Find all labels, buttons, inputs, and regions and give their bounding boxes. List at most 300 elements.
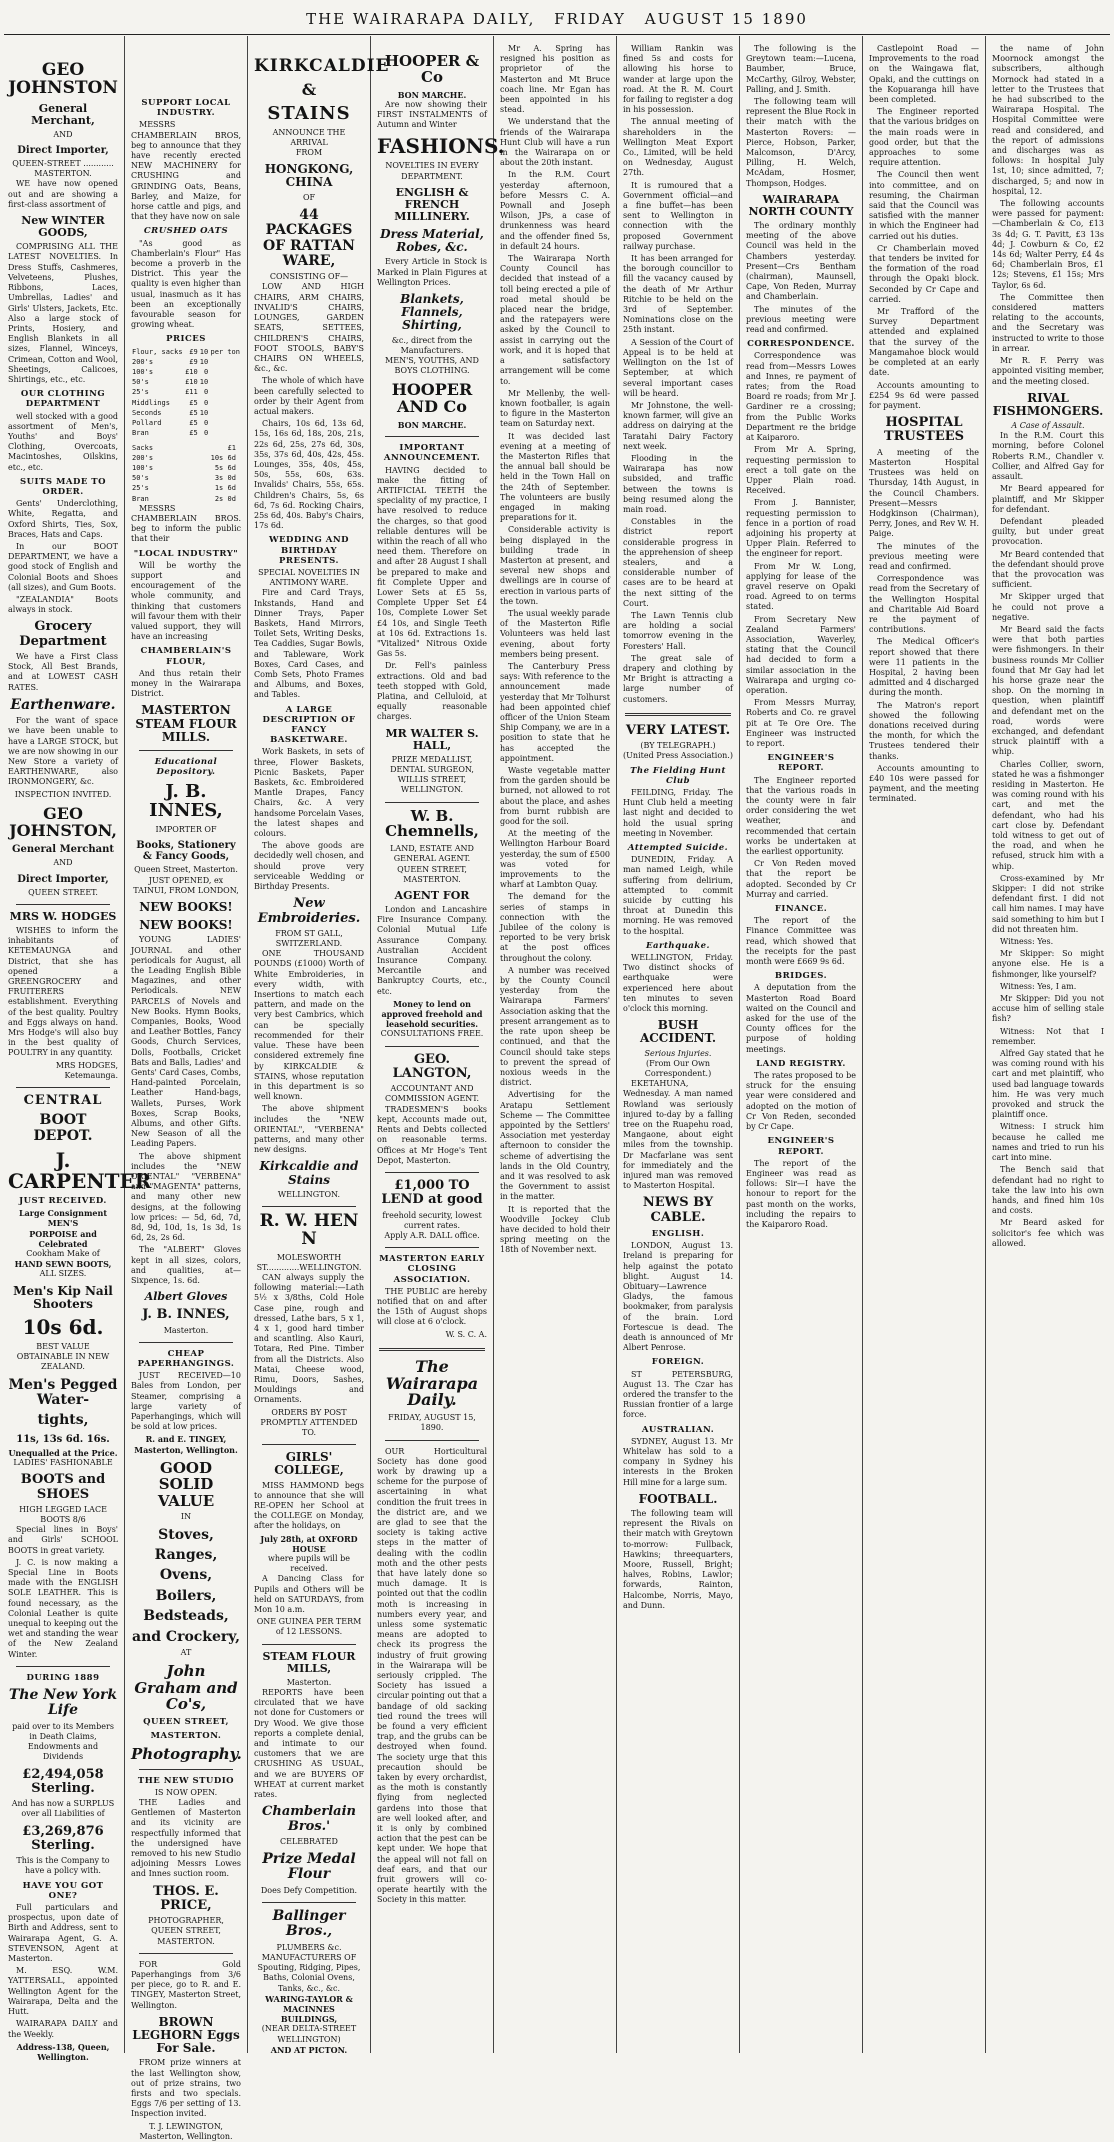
advert-address: Address-138, Queen, Wellington. (16, 2041, 110, 2062)
price-cell: £5 (189, 398, 198, 407)
advert-heading: £2,494,058 Sterling. (22, 1766, 104, 1796)
advert-heading: CHAMBERLAIN'S FLOUR, (140, 646, 232, 667)
price-cell: Bran (132, 429, 149, 438)
advert-heading: OUR CLOTHING DEPARTMENT (20, 389, 106, 410)
price-cell: Sacks (132, 443, 154, 452)
news-paragraph: Mr A. Spring has resigned his position as proprietor of the Masterton and Mt Bruce coach line. Mr Egan has been appointed in his stead. (500, 44, 610, 115)
advert-heading: GOOD SOLID VALUE (157, 1458, 215, 1510)
price-cell: 10 (199, 408, 209, 417)
advert-text: London and Lancashire Fire Insurance Company. Colonial Mutual Life Assurance Company. Australian Accident Insurance Company. Mercantile and Bankruptcy Courts, etc., etc. (377, 905, 487, 996)
advert-text: where pupils will be received. (268, 1554, 350, 1574)
advert-text: BON MARCHE. (397, 419, 467, 430)
advert-heading: AGENT FOR (394, 888, 470, 902)
advert-text: WAIRARAPA DAILY and the Weekly. (8, 2019, 118, 2039)
advert-heading: Boilers, (155, 1587, 217, 1604)
divider (625, 713, 731, 716)
advert-text: ACCOUNTANT AND COMMISSION AGENT. (384, 1084, 479, 1104)
news-paragraph: It is rumoured that a Government official—and a fine buffet—has been sent to Wellington in connection with the proposed Government railway purchase. (623, 180, 733, 251)
advert-text: The above goods are decidedly well chosen, and should prove very serviceable Wedding or Birthday Presents. (254, 841, 364, 892)
advert-text: PRIZE MEDALLIST, DENTAL SURGEON, WILLIS STREET, WELLINGTON. (390, 754, 474, 795)
advert-heading: HAVE YOU GOT ONE? (22, 1880, 104, 1901)
news-subheading: (United Press Association.) (623, 751, 733, 761)
news-paragraph: The following is the Greytown team:—Lucena, Baumber, Bruce, McCarthy, Gilroy, Webster, Palling, and J. Smith. (746, 44, 856, 94)
advert-text: well stocked with a good assortment of Men's, Youths' and Boys' Clothing, Overcoats, Macintoshes, Oilskins, etc., etc. (8, 411, 118, 472)
divider (385, 1440, 479, 1441)
advert-text: ALL SIZES. (39, 1269, 87, 1279)
advert-text: T. J. LEWINGTON, Masterton, Wellington. (139, 2121, 233, 2141)
advert-heading: BROWN LEGHORN Eggs For Sale. (132, 2014, 240, 2056)
paper-nameplate: The Wairarapa Daily. (385, 1356, 479, 1410)
advert-address: QUEEN-STREET ............ MASTERTON. (12, 159, 114, 179)
column-4 (371, 40, 505, 2050)
price-cell: 0 (204, 419, 209, 428)
price-cell (237, 494, 241, 504)
price-cell (209, 418, 241, 428)
news-subheading: AUSTRALIAN. (641, 1424, 715, 1435)
advert-text: CELEBRATED (280, 1836, 338, 1846)
editorial-text: OUR Horticultural Society has done good work by drawing up a scheme for the purpose of ascertaining in what condition the fruit trees in the district are, and we are glad to see that the society is taking active steps in the matter of dealing with the codlin moth and the other pests that have lately done so much damage. It is pointed out that the codlin moth is increasing in numbers every year, and unless some systematic means are adopted to check its progress the industry of fruit growing in the Wairarapa will be seriously crippled. The Society has issued a circular pointing out that a bandage of old sacking tied round the trees will be found a very efficient trap, and the grubs can be destroyed when found. The society urge that this precaution should be taken by every orchardist, as the moth is constantly flying from neglected gardens into those that are well looked after, and it is only by combined action that the pest can be kept under. We hope that the appeal will not fall on deaf ears, and that our fruit growers will co-operate heartily with the Society in this matter. (377, 1446, 487, 1905)
news-paragraph: Mr Beard said the facts were that both parties were fishmongers. In their business rounds Mr Collier found that Mr Gay had let his horse graze near the shop. On the morning in question, when plaintiff and defendant met on the road, words were exchanged, and defendant struck plaintiff with a whip. (992, 624, 1104, 757)
news-paragraph: The minutes of the previous meeting were read and confirmed. (869, 541, 979, 571)
price-row (131, 443, 241, 453)
news-paragraph: Charles Collier, sworn, stated he was a fishmonger residing in Masterton. He was coming round with his cart, and met the defendant, who had his cart close by. Defendant told witness to get out of the road, and when he refused, struck him with a whip. (992, 759, 1104, 871)
news-paragraph: Witness: Yes. (1000, 937, 1054, 947)
advert-heading: IMPORTANT ANNOUNCEMENT. (383, 443, 481, 464)
divider (385, 436, 479, 437)
news-paragraph: Waste vegetable matter from the garden should be burned, not allowed to rot about the place, and ashes from burnt rubbish are good for the soil. (500, 766, 610, 827)
advert-heading: NEW BOOKS! (139, 918, 233, 933)
price-cell: 10s 6d (210, 453, 236, 462)
news-paragraph: The Wairarapa North County Council has decided that instead of a toll being erected a pile of road metal should be placed near the bridge, and the ratepayers were asked by the Council to assist in carrying out the work, and it is hoped that a satisfactory arrangement will be come to. (500, 254, 610, 386)
advert-subtitle: General Merchant, (31, 101, 95, 127)
advert-text: Full particulars and prospectus, upon date of Birth and Address, sent to Wairarapa Agent, G. A. STEVENSON, Agent at Masterton. (8, 1903, 118, 1964)
advert-text: YOUNG LADIES' JOURNAL and other periodicals for August, all the Leading English Bible Magazines, and other Periodicals. NEW PARCELS of Novels and New Books. Hymn Books, Companies, Books, Wood and Leather Bottles, Fancy Goods, Church Services, Dolls, Footballs, Cricket Bats and Balls, Ladies' and Gents' Card Cases, Combs, Hand-painted Porcelain, Leather Hand-bags, Wallets, Purses, Work Boxes, Scrap Books, Albums, and other Gifts. New Season of all the Leading Papers. (131, 935, 241, 1149)
advert-text: LAND, ESTATE AND GENERAL AGENT. (390, 844, 474, 864)
masthead-date: AUGUST 15 1890 (644, 10, 808, 28)
column-2 (125, 40, 247, 2141)
price-cell: 0 (204, 388, 209, 397)
divider (262, 1206, 356, 1207)
advert-heading: The New York Life (8, 1687, 118, 1719)
price-table-title: PRICES (166, 334, 206, 345)
news-subheading: (BY TELEGRAPH.) (640, 741, 716, 751)
paper-dateline: FRIDAY, AUGUST 15, 1890. (388, 1413, 476, 1433)
price-cell (237, 463, 241, 473)
advert-title: GEO JOHNSTON, (9, 803, 117, 840)
masthead-title: THE WAIRARAPA DAILY, (306, 10, 536, 28)
advert-heading: John Graham and Co's, (134, 1662, 238, 1714)
advert-text: NOVELTIES IN EVERY DEPARTMENT. (385, 161, 479, 181)
news-paragraph: Correspondence was read from the Secretary of the Wellington Hospital and Charitable Aid Board re the payment of contributions. (869, 574, 979, 635)
advert-text: BON MARCHE. (397, 89, 467, 100)
advert-text: WELLINGTON. (277, 1189, 341, 1199)
advert-heading: Albert Gloves (144, 1290, 228, 1304)
advert-text: FROM (295, 147, 323, 157)
news-subheading: BRIDGES. (774, 971, 828, 982)
news-paragraph: From Secretary New Zealand Farmers' Association, Waverley, stating that the Council had decided to form a similar association in the Wairarapa and urging co-operation. (746, 614, 856, 695)
news-paragraph: The Council then went into committee, and on resuming, the Chairman said that the Council was satisfied with the manner in which the Engineer had carried out his duties. (869, 170, 979, 241)
advert-heading: CENTRAL (23, 1092, 103, 1108)
advert-text: Queen Street, Masterton. (134, 865, 238, 875)
advert-text: LOW AND HIGH CHAIRS, ARM CHAIRS, INVALID'S CHAIRS, LOUNGES, GARDEN SEATS, SETTEES, CHILDREN'S CHAIRS, FOOT STOOLS, BABY'S CHAIRS ON WHEELS, &c., &c. (254, 282, 364, 374)
news-paragraph: Mr Skipper: So might anyone else. He is a fishmonger, like yourself? (992, 949, 1104, 979)
news-paragraph: The Committee then considered matters relating to the accounts, and the Secretary was instructed to write to those in arrear. (992, 292, 1104, 353)
advert-text: OF (302, 192, 316, 202)
advert-heading: QUEEN STREET, (143, 1716, 229, 1727)
news-paragraph: Witness: I struck him because he called me names and tried to run his cart into mine. (992, 1122, 1104, 1163)
news-paragraph: Witness: Yes, I am. (1000, 981, 1077, 991)
news-paragraph: FEILDING, Friday. The Hunt Club held a meeting last night and decided to hold the usual spring meeting in November. (623, 787, 733, 838)
news-paragraph: The Canterbury Press says: With reference to the announcement made yesterday that Mr Tolhurst had been appointed chief officer of the Union Steam Ship Company, we are in a position to state that he has accepted the appointment. (500, 661, 610, 763)
news-paragraph: The report of the Finance Committee was read, which showed that the receipts for the past month were £669 9s 6d. (746, 916, 856, 967)
news-subheading: FOREIGN. (651, 1357, 705, 1368)
news-paragraph: Advertising for the Aratapu Settlement Scheme — The Committee appointed by the Settlers' Association met yesterday afternoon to consider the scheme of advertising the lands in the Old Country, and it was resolved to ask the Government to assist in the matter. (500, 1090, 610, 1202)
news-paragraph: It has been arranged for the borough councillor to fill the vacancy caused by the death of Mr Arthur Ritchie to be held on the 3rd of September. Nominations close on the 25th instant. (623, 254, 733, 335)
advert-text: Apply A.R. DALL office. (384, 1230, 480, 1240)
advert-text: AT (180, 1647, 192, 1657)
price-cell: 10 (199, 357, 209, 366)
advert-heading: Books, Stationery & Fancy Goods, (136, 840, 236, 863)
advert-heading: SUPPORT LOCAL INDUSTRY. (141, 98, 231, 119)
advert-heading: JUST RECEIVED. (19, 1196, 107, 1207)
price-table (131, 347, 241, 439)
price-cell (237, 473, 241, 483)
advert-heading: MR WALTER S. HALL, (385, 726, 479, 752)
advert-text: BEST VALUE OBTAINABLE IN NEW ZEALAND. (16, 1342, 110, 1372)
news-paragraph: the name of John Moornock amongst the subscribers, although Mornock had stated in a letter to the Trustees that he had subscribed to the Wairarapa Hospital. The Hospital Committee were read and considered, and the report of admissions and discharges was as follows: In hospital July 1st, 10; since admitted, 7; discharged, 5; and now in hospital, 12. (992, 44, 1104, 196)
advert-text: Dr. Fell's painless extractions. Old and bad teeth stopped with Gold, Platina, and Celluloid, at equally reasonable charges. (377, 661, 487, 722)
advert-text: Special lines in Boys' and Girls' SCHOOL BOOTS in great variety. (8, 1525, 118, 1555)
advert-heading: and Crockery, (132, 1628, 240, 1645)
advert-text: AND (53, 858, 73, 868)
price-cell (209, 398, 241, 408)
advert-text: freehold security, lowest current rates. (382, 1210, 482, 1230)
news-paragraph: Cr Von Reden moved that the report be adopted. Seconded by Cr Murray and carried. (746, 859, 856, 899)
price-cell: Pollard (132, 419, 162, 428)
news-paragraph: The Matron's report showed the following donations received during the month, for which the Trustees tendered their thanks. (869, 700, 979, 761)
advert-text: Unequalled at the Price. (8, 1447, 118, 1458)
advert-text: "As good as Chamberlain's Flour" Has become a proverb in the District. This year the quality is even higher than usual, inasmuch as it has been an exceptionally favourable season for growing wheat. (131, 238, 241, 330)
price-cell (209, 367, 241, 377)
advert-heading: 44 PACKAGES OF RATTAN WARE, (263, 206, 355, 269)
advert-heading: Bedsteads, (143, 1608, 229, 1625)
advert-text: INSPECTION INVITED. (14, 789, 112, 799)
news-heading: BUSH ACCIDENT. (639, 1018, 717, 1046)
price-cell: £5 (189, 419, 198, 428)
advert-text: JUST OPENED, ex TAINUI, FROM LONDON, (133, 875, 239, 895)
advert-text: ONE THOUSAND POUNDS (£1000) Worth of White Embroideries, in every width, with Insertions to match each pattern, and made on the very best Cambrics, which can be specially recommended for their value. These have been considered extremely fine by KIRKCALDIE & STAINS, whose reputation in this department is so well known. (254, 949, 364, 1102)
advert-text: AND AT PICTON. (270, 2044, 348, 2055)
news-paragraph: It is reported that the Woodville Jockey Club have decided to hold their spring meeting on the 18th of November next. (500, 1204, 610, 1255)
price-cell: 100's (132, 463, 154, 472)
advert-heading: Prize Medal Flour (262, 1851, 356, 1883)
advert-heading: 11s, 13s 6d. 16s. (16, 1433, 110, 1445)
advert-heading: MASTERTON STEAM FLOUR MILLS. (135, 703, 237, 744)
news-paragraph: The report of the Engineer was read as follows: Sir—I have the honour to report for the past month on the works, including the repairs to the Kaiparoro Road. (746, 1158, 856, 1229)
advert-heading: BOOT DEPOT. (33, 1112, 93, 1144)
advert-title: W. B. Chemnells, (385, 806, 479, 841)
advert-text: For the want of space we have been unable to have a LARGE STOCK, but we are now showing in our New Store a variety of EARTHENWARE, also IRONMONGERY, &c. (8, 716, 118, 787)
news-paragraph: From Messrs Murray, Roberts and Co. re gravel pit at Te Ore Ore. The Engineer was instructed to report. (746, 698, 856, 748)
advert-text: LADIES' FASHIONABLE (13, 1458, 113, 1468)
news-paragraph: The Bench said that defendant had no right to take the law into his own hands, and fined him 10s and costs. (992, 1165, 1104, 1216)
price-cell: 10 (199, 378, 209, 387)
news-paragraph: Accounts amounting to £254 9s 6d were passed for payment. (869, 380, 979, 410)
advert-text: MEN'S, YOUTHS, AND BOYS CLOTHING. (385, 355, 479, 376)
news-paragraph: Cross-examined by Mr Skipper: I did not strike defendant first. I did not call him names. I may have said something to him but I did not threaten him. (992, 873, 1104, 934)
price-cell (237, 483, 241, 493)
news-paragraph: A Session of the Court of Appeal is to be held at Wellington on the 1st of September, at which several important cases will be heard. (623, 337, 733, 398)
price-cell (209, 377, 241, 387)
advert-text: QUEEN STREET, MASTERTON. (397, 864, 467, 884)
price-cell: £5 (189, 429, 198, 438)
news-heading: Earthquake. (646, 940, 710, 951)
price-cell: 0 (204, 398, 209, 407)
price-cell: 200's (132, 453, 154, 462)
news-heading: NEWS BY CABLE. (642, 1195, 714, 1225)
advert-title: HOOPER AND Co (391, 380, 473, 417)
divider (262, 1902, 356, 1903)
advert-address: QUEEN STREET. (28, 887, 98, 897)
advert-heading: MASTERTON EARLY CLOSING ASSOCIATION. (379, 1254, 485, 1285)
advert-text: HIGH LEGGED LACE BOOTS 8/6 (19, 1504, 107, 1525)
news-paragraph: The usual weekly parade of the Masterton Rifle Volunteers was held last evening, about forty members being present. (500, 608, 610, 659)
news-paragraph: The annual meeting of shareholders in the Wellington Meat Export Co., Limited, will be held on Wednesday, August 27th. (623, 117, 733, 178)
advert-title: GEO JOHNSTON (8, 60, 118, 98)
news-paragraph: DUNEDIN, Friday. A man named Leigh, while suffering from delirium, attempted to commit suicide by cutting his throat at Dunedin this morning. He was removed to the hospital. (623, 855, 733, 936)
news-paragraph: Mr Beard contended that the defendant should prove that the provocation was sufficient. (992, 549, 1104, 590)
news-paragraph: Cr Chamberlain moved that tenders be invited for the formation of the road through the Opaki block. Seconded by Cr Cape and carried. (869, 243, 979, 304)
news-paragraph: In the R.M. Court this morning, before Colonel Roberts R.M., Chandler v. Collier, and Alfred Gay for assault. (992, 431, 1104, 482)
advert-title: J. B. INNES, (149, 781, 223, 822)
advert-text: Fire and Card Trays, Inkstands, Hand and Dinner Trays, Paper Baskets, Hand Mirrors, Toilet Sets, Writing Desks, Tea Caddies, Sugar Bowls, and Tableware, Work Boxes, Card Cases, and Comb Sets, Photo Frames and Albums, and Boxes, and Tables. (254, 588, 364, 700)
news-heading: WAIRARAPA NORTH COUNTY (748, 192, 854, 218)
price-cell: 0 (204, 429, 209, 438)
news-subheading: CORRESPONDENCE. (747, 339, 855, 350)
price-cell: £10 (185, 368, 198, 377)
advert-text: The above shipment includes the "NEW ORIENTAL" "VERBENA" and "MAGENTA" patterns, and many other new designs, at the following low prices: — 5d, 6d, 7d, 8d, 9d, 10d, 1s, 1s 3d, 1s 6d, 2s, 2s 6d. (131, 1151, 241, 1243)
advert-text: TRADESMEN'S books kept, Accounts made out, Rents and Debts collected on reasonable terms. Offices at Mr Hoge's Tent Depot, Masterton. (377, 1104, 487, 1165)
news-paragraph: The following team will represent the Blue Rock in their match with the Masterton Rovers: — Pierce, Hobson, Parker, Malcomson, D'Arcy, Pilling, H. Welch, McAdam, Hosmer, Thompson, Hodges. (746, 97, 856, 188)
advert-subtitle: Direct Importer, (17, 145, 109, 157)
advert-heading: New WINTER GOODS, (21, 214, 105, 240)
price-cell: £9 (189, 357, 198, 366)
news-paragraph: Mr Johnstone, the well-known farmer, will give an address on dairying at the Taratahi Dairy Factory next week. (623, 400, 733, 451)
advert-title: & (301, 79, 317, 99)
advert-text: PHOTOGRAPHER, QUEEN STREET, MASTERTON. (148, 1916, 224, 1946)
news-subheading: LAND REGISTRY. (756, 1058, 846, 1069)
news-subheading: FINANCE. (774, 904, 828, 915)
news-paragraph: It was decided last evening at a meeting of the Masterton Rifles that the annual ball should be held in the Town Hall on the 24th of September. The volunteers are busily engaged in making preparations for it. (500, 431, 610, 523)
news-paragraph: The demand for the series of stamps in connection with the Jubilee of the colony is reported to be very brisk at the post offices throughout the colony. (500, 892, 610, 963)
news-paragraph: WELLINGTON, Friday. Two distinct shocks of earthquake were experienced here about ten minutes to seven o'clock this morning. (623, 952, 733, 1013)
price-cell: 5s 6d (214, 463, 236, 472)
advert-heading: BOOTS and SHOES (20, 1472, 106, 1502)
column-3 (248, 40, 390, 2055)
advert-heading: Stoves, (158, 1526, 214, 1543)
news-heading: FOOTBALL. (638, 1491, 718, 1506)
price-cell: 3s 0d (214, 474, 236, 483)
news-heading: Attempted Suicide. (627, 842, 729, 853)
news-heading: VERY LATEST. (625, 722, 731, 738)
advert-heading: Kirkcaldie and Stains (259, 1159, 359, 1187)
advert-text: Masterton. (163, 1325, 209, 1335)
news-paragraph: Mr Skipper urged that he could not prove a negative. (992, 592, 1104, 622)
advert-text: CONSULTATIONS FREE. (380, 1029, 484, 1039)
divider (385, 1172, 479, 1173)
masthead (0, 10, 1114, 32)
price-row (131, 357, 241, 367)
advert-text: Every Article in Stock is Marked in Plain Figures at Wellington Prices. (377, 257, 487, 287)
advert-heading: MASTERTON. (150, 1730, 222, 1741)
advert-text: Chairs, 10s 6d, 13s 6d, 15s, 16s 6d, 18s, 20s, 21s, 22s 6d, 25s, 27s 6d, 30s, 35s, 37s 6d, 40s, 42s, 45s. Lounges, 35s, 40s, 45s, 50s, 55s, 60s, 63s. Invalids' Chairs, 55s, 65s. Children's Chairs, 5s, 6s 6d, 7s 6d. Rocking Chairs, 25s 6d, 40s. Baby's Chairs, 17s 6d. (254, 419, 364, 531)
price-cell: Flour, sacks (132, 347, 183, 356)
column-7 (740, 40, 862, 2050)
advert-title: KIRKCALDIE (254, 56, 390, 76)
advert-heading: SUITS MADE TO ORDER. (20, 476, 106, 497)
advert-text: Large Consignment MEN'S (18, 1208, 108, 1229)
news-paragraph: Correspondence was read from—Messrs Lowes and Innes, re payment of rates; from the Road Board re roads; from Mr J. Gardiner re a crossing; from the Public Works Department re the bridge at Kaiparoro. (746, 351, 856, 443)
price-cell: 25's (132, 484, 149, 493)
advert-heading: Earthenware. (10, 696, 116, 713)
advert-text: PLUMBERS &c. (276, 1942, 342, 1952)
advert-heading: Photography. (131, 1745, 242, 1763)
news-paragraph: The following team will represent the Rivals on their match with Greytown to-morrow: Fullback, Hawkins; threequarters, Moore, Russell, Bright; halves, Robins, Lawlor; forwards, Rainton, Halcombe, Norris, Mayo, and Dunn. (623, 1509, 733, 1610)
news-paragraph: Constables in the district report considerable progress in the apprehension of sheep stealers, and a considerable number of cases are to be heard at the next sitting of the Court. (623, 517, 733, 608)
price-row (131, 387, 241, 397)
news-heading: The Fielding Hunt Club (630, 765, 726, 786)
advert-heading: Educational Depository. (154, 756, 218, 778)
masthead-rule (4, 34, 1110, 35)
divider (16, 1666, 110, 1667)
divider (16, 1087, 110, 1088)
advert-text: M. ESQ. W.M. YATTERSALL, appointed Wellington Agent for the Wairarapa, Delta and the Hutt. (8, 1966, 118, 2017)
news-paragraph: From Mr A. Spring, requesting permission to erect a toll gate on the Upper Plain road. Received. (746, 445, 856, 496)
news-paragraph: The great sale of drapery and clothing by Mr Bright is attracting a large number of customers. (623, 653, 733, 704)
news-paragraph: LONDON, August 13. Ireland is preparing for help against the potato blight. August 14. Obituary—Lawrence Gladys, the famous bookmaker, from paralysis of the brain. Lord Fortescue is dead. The death is announced of Mr Albert Penrose. (623, 1241, 733, 1353)
advert-heading: "LOCAL INDUSTRY" (133, 548, 239, 559)
news-paragraph: The Engineer reported that the various roads in the county were in fair order considering the wet weather, and recommended that certain works be undertaken at the earliest opportunity. (746, 775, 856, 857)
advert-text: paid over to its Members in Death Claims, Endowments and Dividends (12, 1721, 114, 1762)
news-paragraph: The rates proposed to be struck for the ensuing year were considered and adopted on the motion of Cr Von Reden, seconded by Cr Cape. (746, 1071, 856, 1132)
price-cell: 2s 0d (214, 494, 236, 503)
price-cell: 1s 6d (214, 484, 236, 493)
divider (385, 1046, 479, 1047)
price-cell: Seconds (132, 408, 162, 417)
advert-title: J. CARPENTER (8, 1148, 152, 1194)
advert-heading: £1,000 TO LEND at good (381, 1177, 483, 1208)
advert-text: Does Defy Competition. (260, 1885, 358, 1895)
advert-text: And has now a SURPLUS over all Liabilities of (11, 1799, 115, 1819)
news-paragraph: The ordinary monthly meeting of the above Council was held in the Chambers yesterday. Present—Crs Bentham (chairman), Maunsell, Cape, Von Reden, Murray and Chamberlain. (746, 221, 856, 302)
advert-heading: THE NEW STUDIO (137, 1775, 235, 1786)
advert-text: Masterton. (286, 1677, 332, 1687)
advert-text: Money to lend on approved freehold and leasehold securities. (381, 998, 483, 1030)
price-row (131, 428, 241, 438)
advert-text: &c., direct from the Manufacturers. (391, 335, 473, 355)
advert-heading: Chamberlain Bros.' (262, 1804, 356, 1834)
advert-text: A Dancing Class for Pupils and Others will be held on SATURDAYS, from Mon 10 a.m. (254, 1574, 364, 1615)
advert-text: Are now showing their FIRST INSTALMENTS of Autumn and Winter (377, 99, 487, 130)
news-heading: HOSPITAL TRUSTEES (883, 415, 965, 445)
advert-text: The above shipment includes the "NEW ORIENTAL", "VERBENA" patterns, and many other new designs. (254, 1104, 364, 1155)
news-paragraph: Defendant pleaded guilty, but under great provocation. (992, 516, 1104, 547)
price-cell: £10 (185, 378, 198, 387)
divider (262, 1644, 356, 1645)
advert-heading: STEAM FLOUR MILLS, (262, 1649, 356, 1675)
price-cell: 25's (132, 388, 149, 397)
price-row (131, 418, 241, 428)
price-row (131, 494, 241, 504)
advert-heading: THOS. E. PRICE, (153, 1883, 219, 1913)
price-cell: 50's (132, 474, 149, 483)
advert-heading: GIRLS' COLLEGE, (274, 1450, 344, 1478)
divider (385, 1247, 479, 1248)
price-row (131, 408, 241, 418)
news-paragraph: ST PETERSBURG, August 13. The Czar has ordered the transfer to the Russian frontier of a large force. (623, 1369, 733, 1420)
advert-text: MISS HAMMOND begs to announce that she will RE-OPEN her School at the COLLEGE on Monday, after the holidays, on (254, 1480, 364, 1531)
advert-text: MESSRS CHAMBERLAIN BROS, beg to announce that they have recently erected NEW MACHINERY for CRUSHING and GRINDING Oats, Beans, Barley, and Maize, for horse cattle and pigs, and that they have now on sale (131, 120, 241, 222)
advert-heading: Blankets, Flannels, Shirting, (400, 291, 464, 333)
advert-heading: A LARGE DESCRIPTION OF FANCY BASKETWARE. (262, 704, 356, 746)
advert-text: "ZEALANDIA" Boots always in stock. (8, 594, 118, 615)
advert-text: HAND SEWN BOOTS, (14, 1259, 112, 1270)
advert-text: Cookham Make of (26, 1249, 100, 1259)
advert-text: THE PUBLIC are hereby notified that on and after the 15th of August shops will close at 6 o'clock. (377, 1286, 487, 1327)
advert-text: Spouting, Ridging, Pipes, Baths, Colonial Ovens, Tanks, &c., &c. (257, 1963, 361, 1993)
news-paragraph: The Lawn Tennis club are holding a social tomorrow evening in the Foresters' Hall. (623, 610, 733, 651)
news-paragraph: Alfred Gay stated that he was coming round with his cart and met plaintiff, who used bad language towards him. He was very much provoked and struck the plaintiff once. (992, 1049, 1104, 1120)
news-paragraph: At the meeting of the Wellington Harbour Board yesterday, the sum of £500 was voted for improvements to the wharf at Lambton Quay. (500, 829, 610, 890)
advert-text: HAVING decided to make the fitting of ARTIFICIAL TEETH the speciality of my practice, I have resolved to reduce the charges, so that good reliable dentures will be within the reach of all who need them. Therefore on and after 28 August I shall be prepared to make and fit Complete Upper and Lower Sets at £5 5s, Complete Upper Set £4 10s, Complete Lower Set £4 10s, and Single Teeth at 10s 6d. Extractions 1s. "Vitalized" Nitrous Oxide Gas 5s. (377, 465, 487, 659)
price-row (131, 398, 241, 408)
news-paragraph: William Rankin was fined 5s and costs for allowing his horse to wander at large upon the road. At the R. M. Court for failing to register a dog in his possession. (623, 44, 733, 115)
news-subheading: A Case of Assault. (1011, 421, 1085, 431)
advert-text: The whole of which have been carefully selected to order by their Agent from actual makers. (254, 376, 364, 416)
advert-text: J. C. is now making a Special Line in Boots made with the ENGLISH SOLE LEATHER. This is found necessary, as the Colonial Leather is quite unequal to keeping out the wet and standing the wear of the New Zealand Winter. (8, 1557, 118, 1659)
advert-heading: Ranges, (154, 1546, 218, 1563)
advert-address: MOLESWORTH ST.............WELLINGTON. (256, 1252, 362, 1272)
advert-text: IMPORTER OF (155, 825, 217, 835)
column-6 (617, 40, 739, 2050)
price-row (131, 463, 241, 473)
price-cell: 200's (132, 357, 154, 366)
advert-text: This is the Company to have a policy with. (16, 1856, 110, 1876)
advert-text: MESSRS CHAMBERLAIN BROS. beg to inform the public that their (131, 503, 241, 544)
advert-text: REPORTS have been circulated that we have not done for Customers or Dry Wood. We give those reports a complete denial, and intimate to our customers that we are CRUSHING AS USUAL, and we are BUYERS OF WHEAT at current market rates. (254, 1688, 364, 1800)
news-subheading: ENGLISH. (651, 1228, 705, 1239)
advert-signature: MRS HODGES, Ketemaunga. (55, 1060, 118, 1080)
news-paragraph: EKETAHUNA, Wednesday. A man named Rowland was seriously injured to-day by a falling tree on the Ruapehu road, Mangaone, about eight miles from the township. Dr Macfarlane was sent for immediately and the injured man was removed to Masterton Hospital. (623, 1079, 733, 1191)
advert-heading: CHEAP PAPERHANGINGS. (137, 1348, 235, 1370)
news-paragraph: Considerable activity is being displayed in the building trade in Masterton at present, and several new shops and dwellings are in course of erection in various parts of the town. (500, 525, 610, 606)
advert-heading: Men's Pegged Water- (8, 1376, 118, 1409)
news-paragraph: The following accounts were passed for payment:—Chamberlain & Co, £13 3s 4d; G. T. Pavitt, £3 13s 4d; J. Cowburn & Co, £2 14s 6d; Walter Perry, £4 4s 6d; Chamberlain Bros, £1 12s; Stevens, £1 15s; Mrs Taylor, 6s 6d. (992, 199, 1104, 290)
advert-text: WISHES to inform the inhabitants of KETEMAUNGA and District, that she has opened a GREENGROCERY and FRUITERERS establishment. Everything of the best quality. Poultry and Eggs always on hand. Mrs Hodge's will also buy in the best quality of POULTRY in any quantity. (8, 925, 118, 1058)
advert-heading: Men's Kip Nail Shooters (13, 1283, 113, 1311)
price-cell: 10 (199, 347, 209, 356)
advert-text: (NEAR DELTA-STREET WELLINGTON) (261, 2024, 357, 2044)
news-paragraph: The minutes of the previous meeting were read and confirmed. (746, 304, 856, 335)
advert-heading: Ovens, (159, 1567, 213, 1584)
advert-heading: HONGKONG, CHINA (264, 162, 354, 190)
price-cell: £5 (189, 408, 198, 417)
price-cell: £9 (189, 347, 198, 356)
news-paragraph: A meeting of the Masterton Hospital Trustees was held on Thursday, 14th August, in the Council Chambers. Present—Messrs Hodgkinson (Chairman), Perry, Jones, and Rev W. H. Paige. (869, 447, 979, 539)
advert-text: We have a First Class Stock, All Best Brands, and at LOWEST CASH RATES. (8, 651, 118, 692)
news-paragraph: From Mr W. Long, applying for lease of the gravel reserve on Opaki road. Agreed to on terms stated. (746, 561, 856, 612)
divider (139, 1769, 233, 1770)
